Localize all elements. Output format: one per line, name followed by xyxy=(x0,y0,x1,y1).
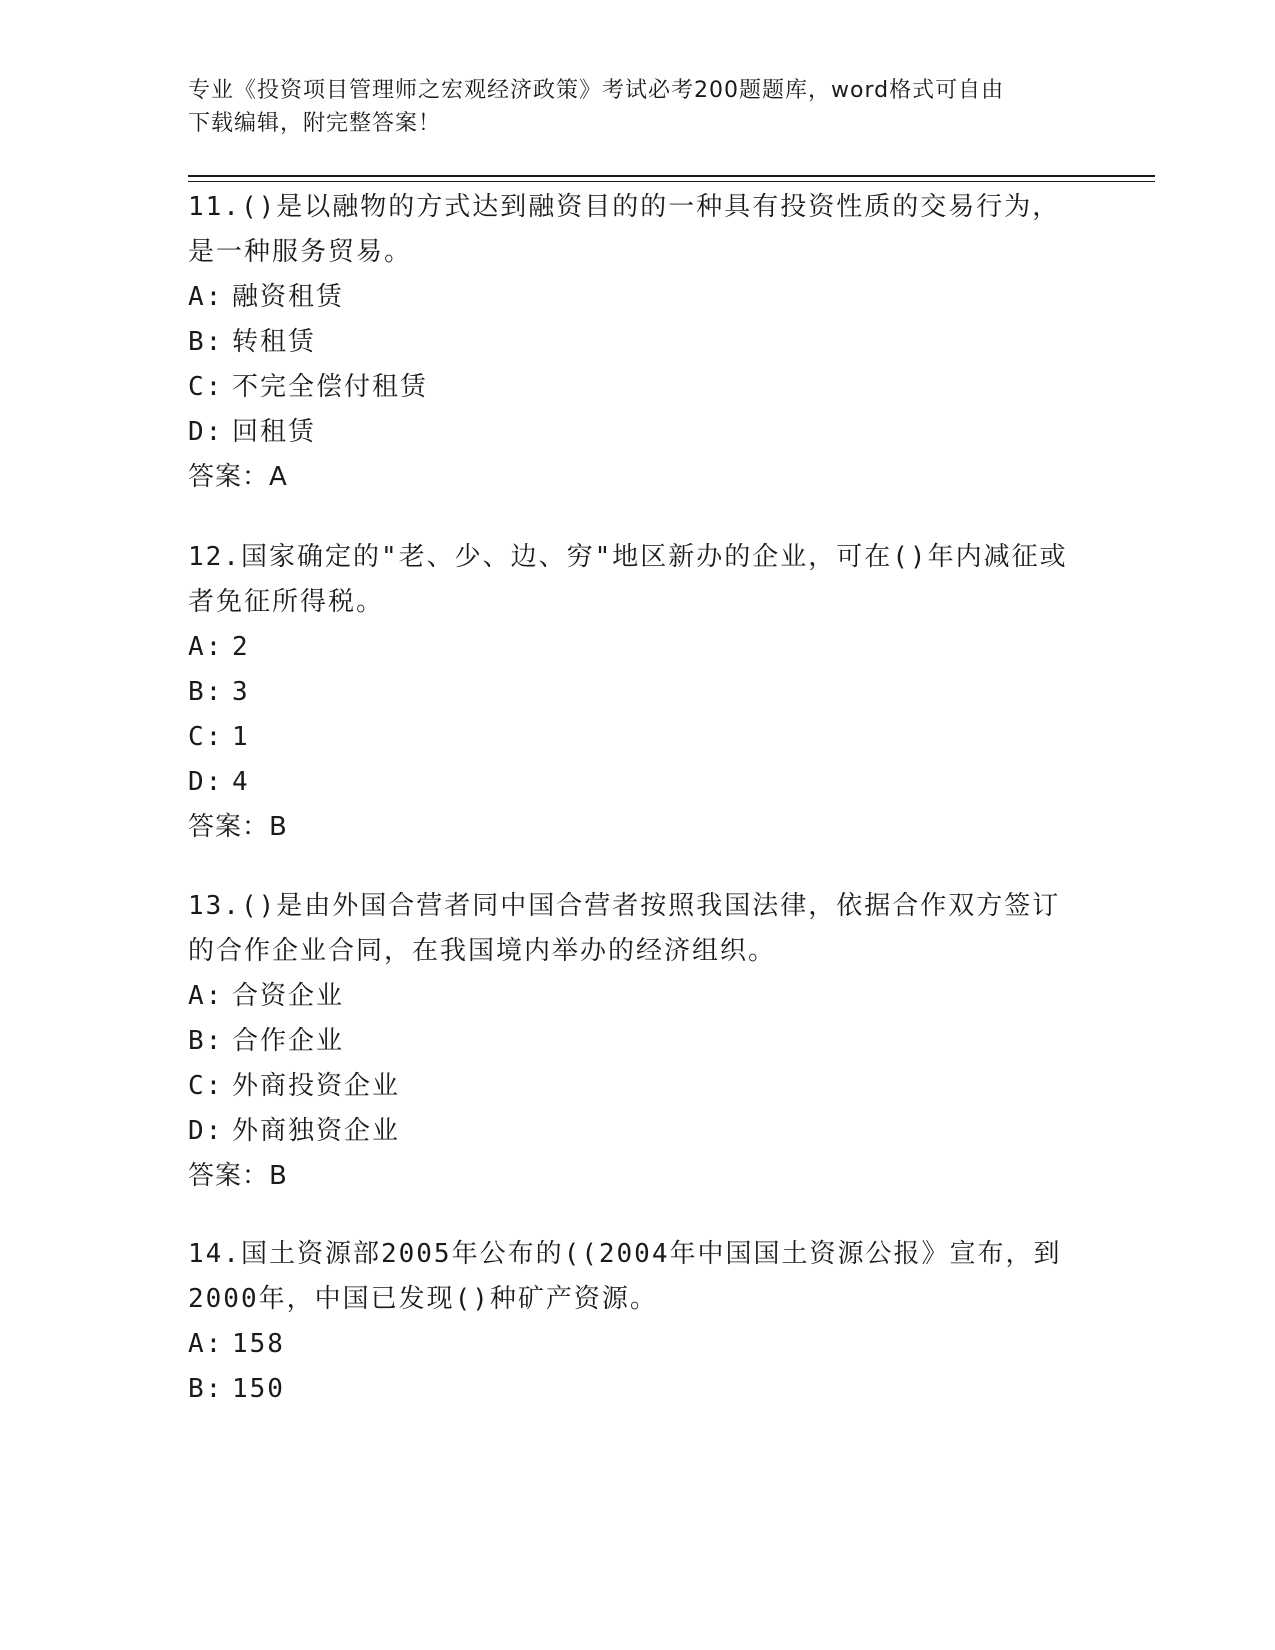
option-letter: A: xyxy=(188,981,224,1011)
option-text: 1 xyxy=(232,722,250,752)
option-b xyxy=(188,1019,1068,1064)
option-letter: C: xyxy=(188,372,224,402)
option-text: 3 xyxy=(232,677,250,707)
option-text: 外商独资企业 xyxy=(232,1116,401,1146)
header-rule-thick xyxy=(188,175,1155,177)
option-c xyxy=(188,1064,1068,1109)
option-a xyxy=(188,974,1068,1019)
header-rule-thin xyxy=(188,181,1155,182)
option-letter: A: xyxy=(188,632,224,662)
option-b xyxy=(188,320,1068,365)
option-a xyxy=(188,625,1068,670)
option-text: 外商投资企业 xyxy=(232,1071,401,1101)
option-text: 158 xyxy=(232,1329,285,1359)
option-letter: B: xyxy=(188,327,224,357)
option-a xyxy=(188,275,1068,320)
question-stem: 14.国土资源部2005年公布的((2004年中国国土资源公报》宣布，到2000年，中国已发现()种矿产资源。 xyxy=(188,1239,1062,1314)
option-b xyxy=(188,1367,1068,1412)
option-c xyxy=(188,715,1068,760)
answer: 答案：B xyxy=(188,812,288,842)
option-letter: C: xyxy=(188,1071,224,1101)
option-b xyxy=(188,670,1068,715)
option-letter: B: xyxy=(188,677,224,707)
option-text: 回租赁 xyxy=(232,417,317,447)
option-text: 合作企业 xyxy=(232,1026,345,1056)
option-letter: B: xyxy=(188,1026,224,1056)
option-letter: B: xyxy=(188,1374,224,1404)
option-letter: D: xyxy=(188,417,224,447)
option-d xyxy=(188,1109,1068,1154)
option-text: 2 xyxy=(232,632,250,662)
document-header xyxy=(188,74,1088,140)
header-line-1: 专业《投资项目管理师之宏观经济政策》考试必考200题题库，word格式可自由 xyxy=(188,78,1005,103)
option-a xyxy=(188,1322,1068,1367)
question-11 xyxy=(188,185,1068,500)
header-line-2: 下载编辑，附完整答案！ xyxy=(188,111,442,136)
answer: 答案：B xyxy=(188,1161,288,1191)
option-letter: C: xyxy=(188,722,224,752)
question-14 xyxy=(188,1232,1068,1412)
option-text: 转租赁 xyxy=(232,327,317,357)
option-text: 合资企业 xyxy=(232,981,345,1011)
option-text: 150 xyxy=(232,1374,285,1404)
option-letter: A: xyxy=(188,1329,224,1359)
option-text: 4 xyxy=(232,767,250,797)
question-stem: 11.()是以融物的方式达到融资目的的一种具有投资性质的交易行为，是一种服务贸易。 xyxy=(188,192,1061,267)
question-stem: 12.国家确定的"老、少、边、穷"地区新办的企业，可在()年内减征或者免征所得税。 xyxy=(188,542,1068,617)
option-letter: A: xyxy=(188,282,224,312)
question-12 xyxy=(188,535,1068,850)
option-d xyxy=(188,760,1068,805)
option-d xyxy=(188,410,1068,455)
question-stem: 13.()是由外国合营者同中国合营者按照我国法律，依据合作双方签订的合作企业合同，在我国境内举办的经济组织。 xyxy=(188,891,1061,966)
answer: 答案：A xyxy=(188,462,288,492)
option-text: 融资租赁 xyxy=(232,282,345,312)
option-letter: D: xyxy=(188,1116,224,1146)
option-letter: D: xyxy=(188,767,224,797)
option-text: 不完全偿付租赁 xyxy=(232,372,429,402)
question-13 xyxy=(188,884,1068,1199)
option-c xyxy=(188,365,1068,410)
